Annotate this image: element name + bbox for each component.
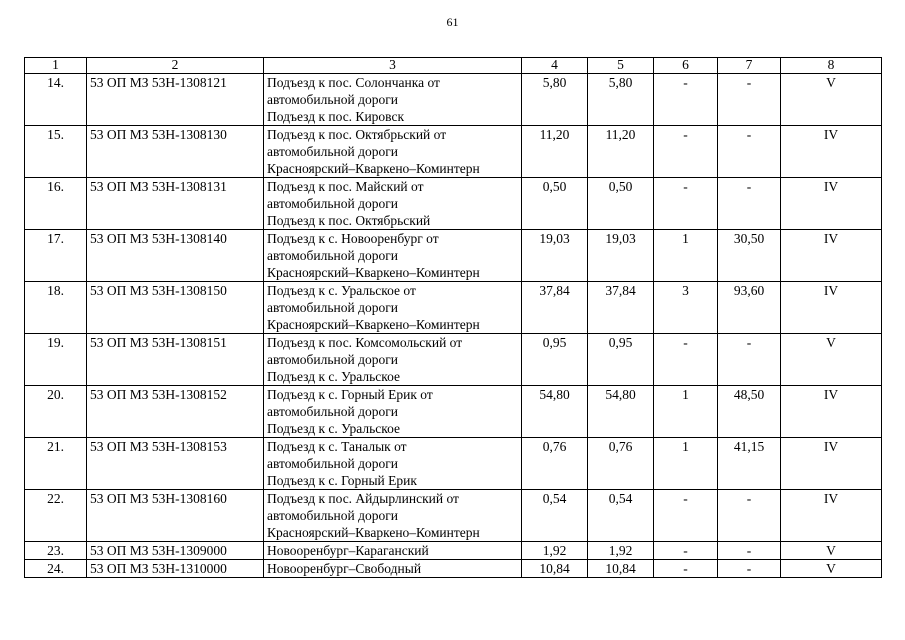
road-name-line: Подъезд к пос. Октябрьский	[267, 213, 431, 228]
road-name-line: Подъезд к пос. Комсомольский от	[267, 335, 463, 350]
road-name-cell	[264, 74, 522, 126]
road-name-line: автомобильной дороги	[267, 352, 398, 367]
length-cell: 5,80	[522, 74, 588, 126]
road-name-line: Подъезд к с. Уральское	[267, 421, 401, 436]
road-code-cell: 53 ОП МЗ 53Н-1308140	[87, 230, 264, 282]
bridges-length-cell: -	[718, 74, 781, 126]
road-code-cell: 53 ОП МЗ 53Н-1308152	[87, 386, 264, 438]
road-code-cell: 53 ОП МЗ 53Н-1308153	[87, 438, 264, 490]
length-cell: 54,80	[522, 386, 588, 438]
length-total-cell: 54,80	[588, 386, 654, 438]
bridges-count-cell: -	[654, 490, 718, 542]
row-number-cell: 14.	[25, 74, 87, 126]
road-code-cell: 53 ОП МЗ 53Н-1310000	[87, 560, 264, 578]
road-name-line: Подъезд к пос. Октябрьский от	[267, 127, 447, 142]
road-name-cell	[264, 386, 522, 438]
road-name-line: автомобильной дороги	[267, 196, 398, 211]
bridges-length-cell: -	[718, 334, 781, 386]
road-name-line: автомобильной дороги	[267, 456, 398, 471]
road-category-cell: IV	[781, 438, 882, 490]
roads-table	[24, 57, 882, 578]
row-number-cell: 24.	[25, 560, 87, 578]
length-cell: 0,50	[522, 178, 588, 230]
page-number: 61	[446, 15, 459, 29]
road-name-line: Подъезд к пос. Майский от	[267, 179, 424, 194]
row-number-cell: 19.	[25, 334, 87, 386]
bridges-length-cell: 30,50	[718, 230, 781, 282]
road-name-line: автомобильной дороги	[267, 404, 398, 419]
road-code-cell: 53 ОП МЗ 53Н-1308131	[87, 178, 264, 230]
table-row	[25, 438, 882, 490]
road-name-line: Красноярский–Кваркено–Коминтерн	[267, 317, 480, 332]
row-number-cell: 16.	[25, 178, 87, 230]
table-row	[25, 490, 882, 542]
road-name-line: Новооренбург–Свободный	[267, 561, 422, 576]
road-name-line: Подъезд к пос. Айдырлинский от	[267, 491, 459, 506]
bridges-count-cell: -	[654, 560, 718, 578]
header-cell: 5	[588, 58, 654, 74]
table-row	[25, 386, 882, 438]
road-code-cell: 53 ОП МЗ 53Н-1308130	[87, 126, 264, 178]
road-name-line: автомобильной дороги	[267, 92, 398, 107]
bridges-count-cell: 1	[654, 230, 718, 282]
road-category-cell: V	[781, 74, 882, 126]
road-name-line: Подъезд к пос. Кировск	[267, 109, 405, 124]
header-cell: 6	[654, 58, 718, 74]
road-name-line: автомобильной дороги	[267, 144, 398, 159]
length-total-cell: 0,50	[588, 178, 654, 230]
length-cell: 0,95	[522, 334, 588, 386]
road-code-cell: 53 ОП МЗ 53Н-1309000	[87, 542, 264, 560]
road-name-cell	[264, 334, 522, 386]
row-number-cell: 18.	[25, 282, 87, 334]
header-cell: 1	[25, 58, 87, 74]
row-number-cell: 15.	[25, 126, 87, 178]
length-cell: 1,92	[522, 542, 588, 560]
road-name-cell	[264, 230, 522, 282]
table-row	[25, 542, 882, 560]
length-total-cell: 0,76	[588, 438, 654, 490]
bridges-length-cell: -	[718, 178, 781, 230]
road-category-cell: V	[781, 560, 882, 578]
road-name-line: Подъезд к пос. Солончанка от	[267, 75, 440, 90]
length-total-cell: 19,03	[588, 230, 654, 282]
road-name-line: Подъезд к с. Горный Ерик от	[267, 387, 433, 402]
length-cell: 37,84	[522, 282, 588, 334]
road-name-line: Новооренбург–Караганский	[267, 543, 429, 558]
bridges-length-cell: -	[718, 126, 781, 178]
road-category-cell: IV	[781, 126, 882, 178]
road-name-line: Подъезд к с. Горный Ерик	[267, 473, 417, 488]
road-name-cell	[264, 282, 522, 334]
bridges-count-cell: 3	[654, 282, 718, 334]
row-number-cell: 17.	[25, 230, 87, 282]
road-name-cell	[264, 490, 522, 542]
table-row	[25, 178, 882, 230]
road-name-line: Подъезд к с. Новооренбург от	[267, 231, 439, 246]
length-total-cell: 0,95	[588, 334, 654, 386]
road-category-cell: IV	[781, 282, 882, 334]
road-name-line: Красноярский–Кваркено–Коминтерн	[267, 161, 480, 176]
bridges-length-cell: -	[718, 560, 781, 578]
bridges-count-cell: -	[654, 178, 718, 230]
table-row	[25, 126, 882, 178]
road-name-cell	[264, 542, 522, 560]
table-row	[25, 282, 882, 334]
length-cell: 0,54	[522, 490, 588, 542]
road-name-line: Подъезд к с. Уральское	[267, 369, 401, 384]
bridges-length-cell: -	[718, 542, 781, 560]
road-category-cell: IV	[781, 386, 882, 438]
bridges-count-cell: -	[654, 542, 718, 560]
road-code-cell: 53 ОП МЗ 53Н-1308151	[87, 334, 264, 386]
road-name-line: Красноярский–Кваркено–Коминтерн	[267, 265, 480, 280]
header-cell: 4	[522, 58, 588, 74]
header-cell: 2	[87, 58, 264, 74]
road-name-line: Подъезд к с. Уральское от	[267, 283, 416, 298]
row-number-cell: 20.	[25, 386, 87, 438]
length-total-cell: 11,20	[588, 126, 654, 178]
bridges-count-cell: 1	[654, 438, 718, 490]
bridges-length-cell: -	[718, 490, 781, 542]
row-number-cell: 22.	[25, 490, 87, 542]
bridges-length-cell: 48,50	[718, 386, 781, 438]
length-total-cell: 5,80	[588, 74, 654, 126]
road-category-cell: V	[781, 334, 882, 386]
bridges-length-cell: 93,60	[718, 282, 781, 334]
road-code-cell: 53 ОП МЗ 53Н-1308150	[87, 282, 264, 334]
table-row	[25, 74, 882, 126]
length-cell: 11,20	[522, 126, 588, 178]
length-cell: 10,84	[522, 560, 588, 578]
table-row	[25, 560, 882, 578]
table-row	[25, 230, 882, 282]
header-cell: 8	[781, 58, 882, 74]
road-name-cell	[264, 438, 522, 490]
road-category-cell: V	[781, 542, 882, 560]
road-name-line: автомобильной дороги	[267, 508, 398, 523]
road-name-line: Красноярский–Кваркено–Коминтерн	[267, 525, 480, 540]
length-total-cell: 10,84	[588, 560, 654, 578]
length-total-cell: 37,84	[588, 282, 654, 334]
road-name-line: Подъезд к с. Таналык от	[267, 439, 407, 454]
length-total-cell: 1,92	[588, 542, 654, 560]
length-cell: 0,76	[522, 438, 588, 490]
length-total-cell: 0,54	[588, 490, 654, 542]
road-name-line: автомобильной дороги	[267, 248, 398, 263]
road-code-cell: 53 ОП МЗ 53Н-1308160	[87, 490, 264, 542]
row-number-cell: 23.	[25, 542, 87, 560]
road-name-cell	[264, 178, 522, 230]
bridges-count-cell: -	[654, 126, 718, 178]
road-name-line: автомобильной дороги	[267, 300, 398, 315]
table-header-row	[25, 58, 882, 74]
road-name-cell	[264, 560, 522, 578]
bridges-count-cell: -	[654, 74, 718, 126]
road-code-cell: 53 ОП МЗ 53Н-1308121	[87, 74, 264, 126]
header-cell: 3	[264, 58, 522, 74]
bridges-length-cell: 41,15	[718, 438, 781, 490]
header-cell: 7	[718, 58, 781, 74]
table-row	[25, 334, 882, 386]
bridges-count-cell: -	[654, 334, 718, 386]
road-category-cell: IV	[781, 490, 882, 542]
length-cell: 19,03	[522, 230, 588, 282]
row-number-cell: 21.	[25, 438, 87, 490]
road-name-cell	[264, 126, 522, 178]
bridges-count-cell: 1	[654, 386, 718, 438]
road-category-cell: IV	[781, 230, 882, 282]
road-category-cell: IV	[781, 178, 882, 230]
